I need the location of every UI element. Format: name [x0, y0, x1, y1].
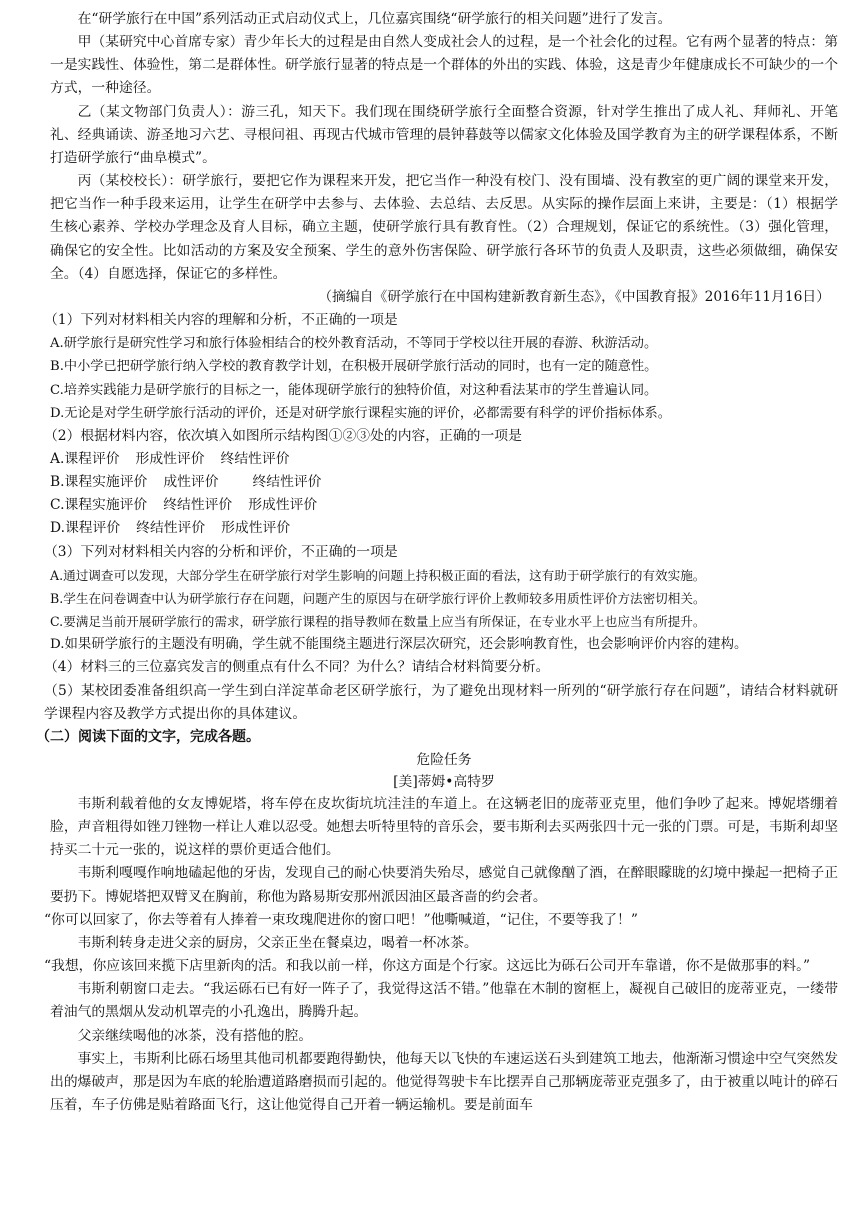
question-1-option-b: B.中小学已把研学旅行纳入学校的教育教学计划，在积极开展研学旅行活动的同时，也有一定的随意性。 [50, 359, 658, 375]
question-1-option-c: C.培养实践能力是研学旅行的目标之一，能体现研学旅行的独特价值，对这种看法某市的学生普遍认同。 [50, 382, 658, 398]
question-1-stem: （1）下列对材料相关内容的理解和分析，不正确的一项是 [44, 312, 398, 329]
question-2-option-d [50, 517, 838, 540]
speaker-b-paragraph: 乙（某文物部门负责人）：游三孔，知天下。我们现在围绕研学旅行全面整合资源，针对学生推出了成人礼、拜师礼、开笔礼、经典诵读、游圣地习六艺、寻根问祖、再现古代城市管理的晨钟暮鼓等以儒家文化体验及国学教育为主的研学课程体系，不断打造研学旅行“曲阜模式”。 [50, 103, 838, 166]
question-3-option-a: A.通过调查可以发现，大部分学生在研学旅行对学生影响的问题上持积极正面的看法，这有助于研学旅行的有效实施。 [50, 567, 706, 583]
question-1-option-d: D.无论是对学生研学旅行活动的评价，还是对研学旅行课程实施的评价，必都需要有科学的评价指标体系。 [50, 405, 671, 421]
story-author: [美]蒂姆•高特罗 [393, 774, 495, 790]
question-2-option-a [50, 448, 838, 471]
question-2-option-c [50, 494, 838, 517]
option-b-part-3: 终结性评价 [252, 474, 322, 491]
option-c-part-1: C.课程实施评价 [50, 497, 148, 514]
option-d-part-1: D.课程评价 [50, 520, 121, 537]
speaker-a-paragraph: 甲（某研究中心首席专家）青少年长大的过程是由自然人变成社会人的过程，是一个社会化的过程。它有两个显著的特点：第一是实践性、体验性，第二是群体性。研学旅行显著的特点是一个群体的外出的实践、体验，这是青少年健康成长不可缺少的一个方式，一种途径。 [50, 34, 838, 97]
story-paragraph: 韦斯利转身走进父亲的厨房，父亲正坐在餐桌边，喝着一杯冰茶。 [77, 934, 478, 951]
option-b-part-1: B.课程实施评价 [50, 474, 148, 491]
section-2-heading: （二）阅读下面的文字，完成各题。 [36, 728, 260, 745]
option-a-part-3: 终结性评价 [220, 450, 290, 467]
question-3-option-c: C.要满足当前开展研学旅行的需求，研学旅行课程的指导教师在数量上应当有所保证，在专业水平上也应当有所提升。 [50, 614, 706, 630]
question-3-stem: （3）下列对材料相关内容的分析和评价，不正确的一项是 [44, 543, 398, 560]
question-2-option-b [50, 471, 838, 494]
story-paragraph: 韦斯利载着他的女友博妮塔，将车停在皮坎街坑坑洼洼的车道上。在这辆老旧的庞蒂亚克里，他们争吵了起来。博妮塔绷着脸，声音粗得如锉刀锉物一样让人难以忍受。她想去听特里特的音乐会，要韦斯利去买两张四十元一张的门票。可是，韦斯利却坚持买二十元一张的，说这样的票价更适合他们。 [50, 796, 838, 859]
question-5: （5）某校团委准备组织高一学生到白洋淀革命老区研学旅行，为了避免出现材料一所列的“研学旅行存在问题”，请结合材料就研学课程内容及教学方式提出你的具体建议。 [44, 682, 838, 722]
question-2-stem: （2）根据材料内容，依次填入如图所示结构图①②③处的内容，正确的一项是 [44, 427, 522, 444]
option-d-part-3: 形成性评价 [221, 520, 291, 537]
story-paragraph: “你可以回家了，你去等着有人捧着一束玫瑰爬进你的窗口吧！”他嘶喊道，“记住，不要等我了！” [44, 911, 638, 928]
option-a-part-2: 形成性评价 [135, 450, 205, 467]
option-d-part-2: 终结性评价 [136, 520, 206, 537]
story-paragraph: 事实上，韦斯利比砾石场里其他司机都要跑得勤快，他每天以飞快的车速运送石头到建筑工地去，他渐渐习惯途中空气突然发出的爆破声，那是因为车底的轮胎遭道路磨损而引起的。他觉得驾驶卡车比摆弄自己那辆庞蒂亚克强多了，由于被重以吨计的碎石压着，车子仿佛是贴着路面飞行，这让他觉得自己开着一辆运输机。要是前面车 [50, 1050, 838, 1114]
story-paragraph: “我想，你应该回来揽下店里新肉的活。和我以前一样，你这方面是个行家。这远比为砾石公司开车靠谱，你不是做那事的料。” [44, 958, 811, 975]
story-paragraph: 韦斯利朝窗口走去。“我运砾石已有好一阵子了，我觉得这活不错。”他靠在木制的窗框上，凝视自己破旧的庞蒂亚克，一缕带着油气的黑烟从发动机罩壳的小孔逸出，腾腾升起。 [50, 981, 838, 1021]
option-c-part-2: 终结性评价 [163, 497, 233, 514]
story-paragraph: 韦斯利嘎嘎作响地磕起他的牙齿，发现自己的耐心快要消失殆尽，感觉自己就像酗了酒，在醉眼矇眬的幻境中操起一把椅子正要扔下。博妮塔把双臂叉在胸前，称他为路易斯安那州派因油区最吝啬的约会者。 [50, 865, 838, 905]
material-intro: 在“研学旅行在中国”系列活动正式启动仪式上，几位嘉宾围绕“研学旅行的相关问题”进行了发言。 [77, 11, 672, 27]
option-c-part-3: 形成性评价 [248, 497, 318, 514]
option-b-part-2: 成性评价 [163, 474, 219, 491]
speaker-c-paragraph: 丙（某校校长）：研学旅行，要把它作为课程来开发，把它当作一种没有校门、没有围墙、没有教室的更广阔的课堂来开发，把它当作一种手段来运用，让学生在研学中去参与、去体验、去总结、去反思。从实际的操作层面上来讲，主要是：（1）根据学生核心素养、学校办学理念及育人目标，确立主题，使研学旅行具有教育性。（2）合理规划，保证它的系统性。（3）强化管理，确保它的安全性。比如活动的方案及安全预案、学生的意外伤害保险、研学旅行各环节的负责人及职责，这些必须做细，确保安全。（4）自愿选择，保证它的多样性。 [50, 173, 838, 282]
material-source: （摘编自《研学旅行在中国构建新教育新生态》，《中国教育报》2016年11月16日） [318, 288, 830, 305]
story-paragraph: 父亲继续喝他的冰茶，没有搭他的腔。 [77, 1027, 313, 1044]
question-3-option-b: B.学生在问卷调查中认为研学旅行存在问题，问题产生的原因与在研学旅行评价上教师较多用质性评价方法密切相关。 [50, 590, 706, 606]
question-1-option-a: A.研学旅行是研究性学习和旅行体验相结合的校外教育活动，不等同于学校以往开展的春游、秋游活动。 [50, 336, 658, 352]
question-4: （4）材料三的三位嘉宾发言的侧重点有什么不同？为什么？请结合材料简要分析。 [44, 659, 550, 676]
story-title: 危险任务 [416, 752, 472, 768]
question-3-option-d: D.如果研学旅行的主题没有明确，学生就不能围绕主题进行深层次研究，还会影响教育性，也会影响评价内容的建构。 [50, 637, 748, 653]
option-a-part-1: A.课程评价 [50, 450, 120, 467]
